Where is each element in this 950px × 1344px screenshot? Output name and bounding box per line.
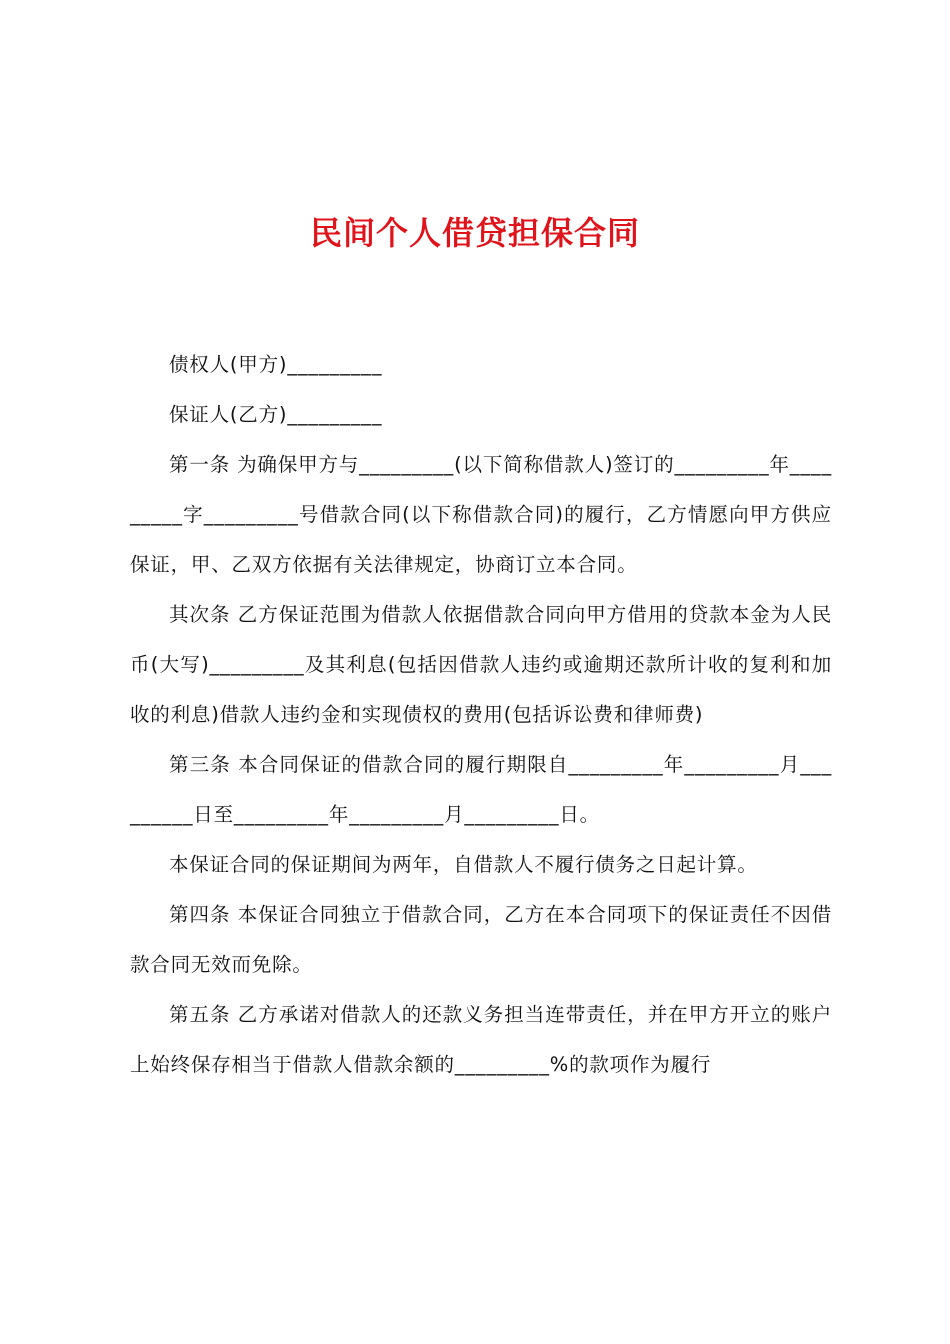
guarantor-line: 保证人(乙方)_________ xyxy=(169,403,383,426)
article-2: 其次条 乙方保证范围为借款人依据借款合同向甲方借用的贷款本金为人民币(大写)_________及其利息(包括因借款人违约或逾期还款所计收的复利和加收的利息)借款人违约金和实现债权的费用(包括诉讼费和律师费) xyxy=(130,603,832,726)
document-body xyxy=(130,340,832,1090)
article-3: 第三条 本合同保证的借款合同的履行期限自_________年_________月_________日至_________年_________月_________日。 xyxy=(130,753,832,826)
article-5: 第五条 乙方承诺对借款人的还款义务担当连带责任，并在甲方开立的账户上始终保存相当于借款人借款余额的_________%的款项作为履行 xyxy=(130,1003,832,1076)
guarantee-period: 本保证合同的保证期间为两年，自借款人不履行债务之日起计算。 xyxy=(169,853,758,876)
article-1: 第一条 为确保甲方与_________(以下简称借款人)签订的_________年_________字_________号借款合同(以下称借款合同)的履行，乙方情愿向甲方供应保证，甲、乙双方依据有关法律规定，协商订立本合同。 xyxy=(130,453,832,576)
creditor-line: 债权人(甲方)_________ xyxy=(169,353,383,376)
article-4: 第四条 本保证合同独立于借款合同，乙方在本合同项下的保证责任不因借款合同无效而免除。 xyxy=(130,903,832,976)
document-title: 民间个人借贷担保合同 xyxy=(309,214,640,252)
